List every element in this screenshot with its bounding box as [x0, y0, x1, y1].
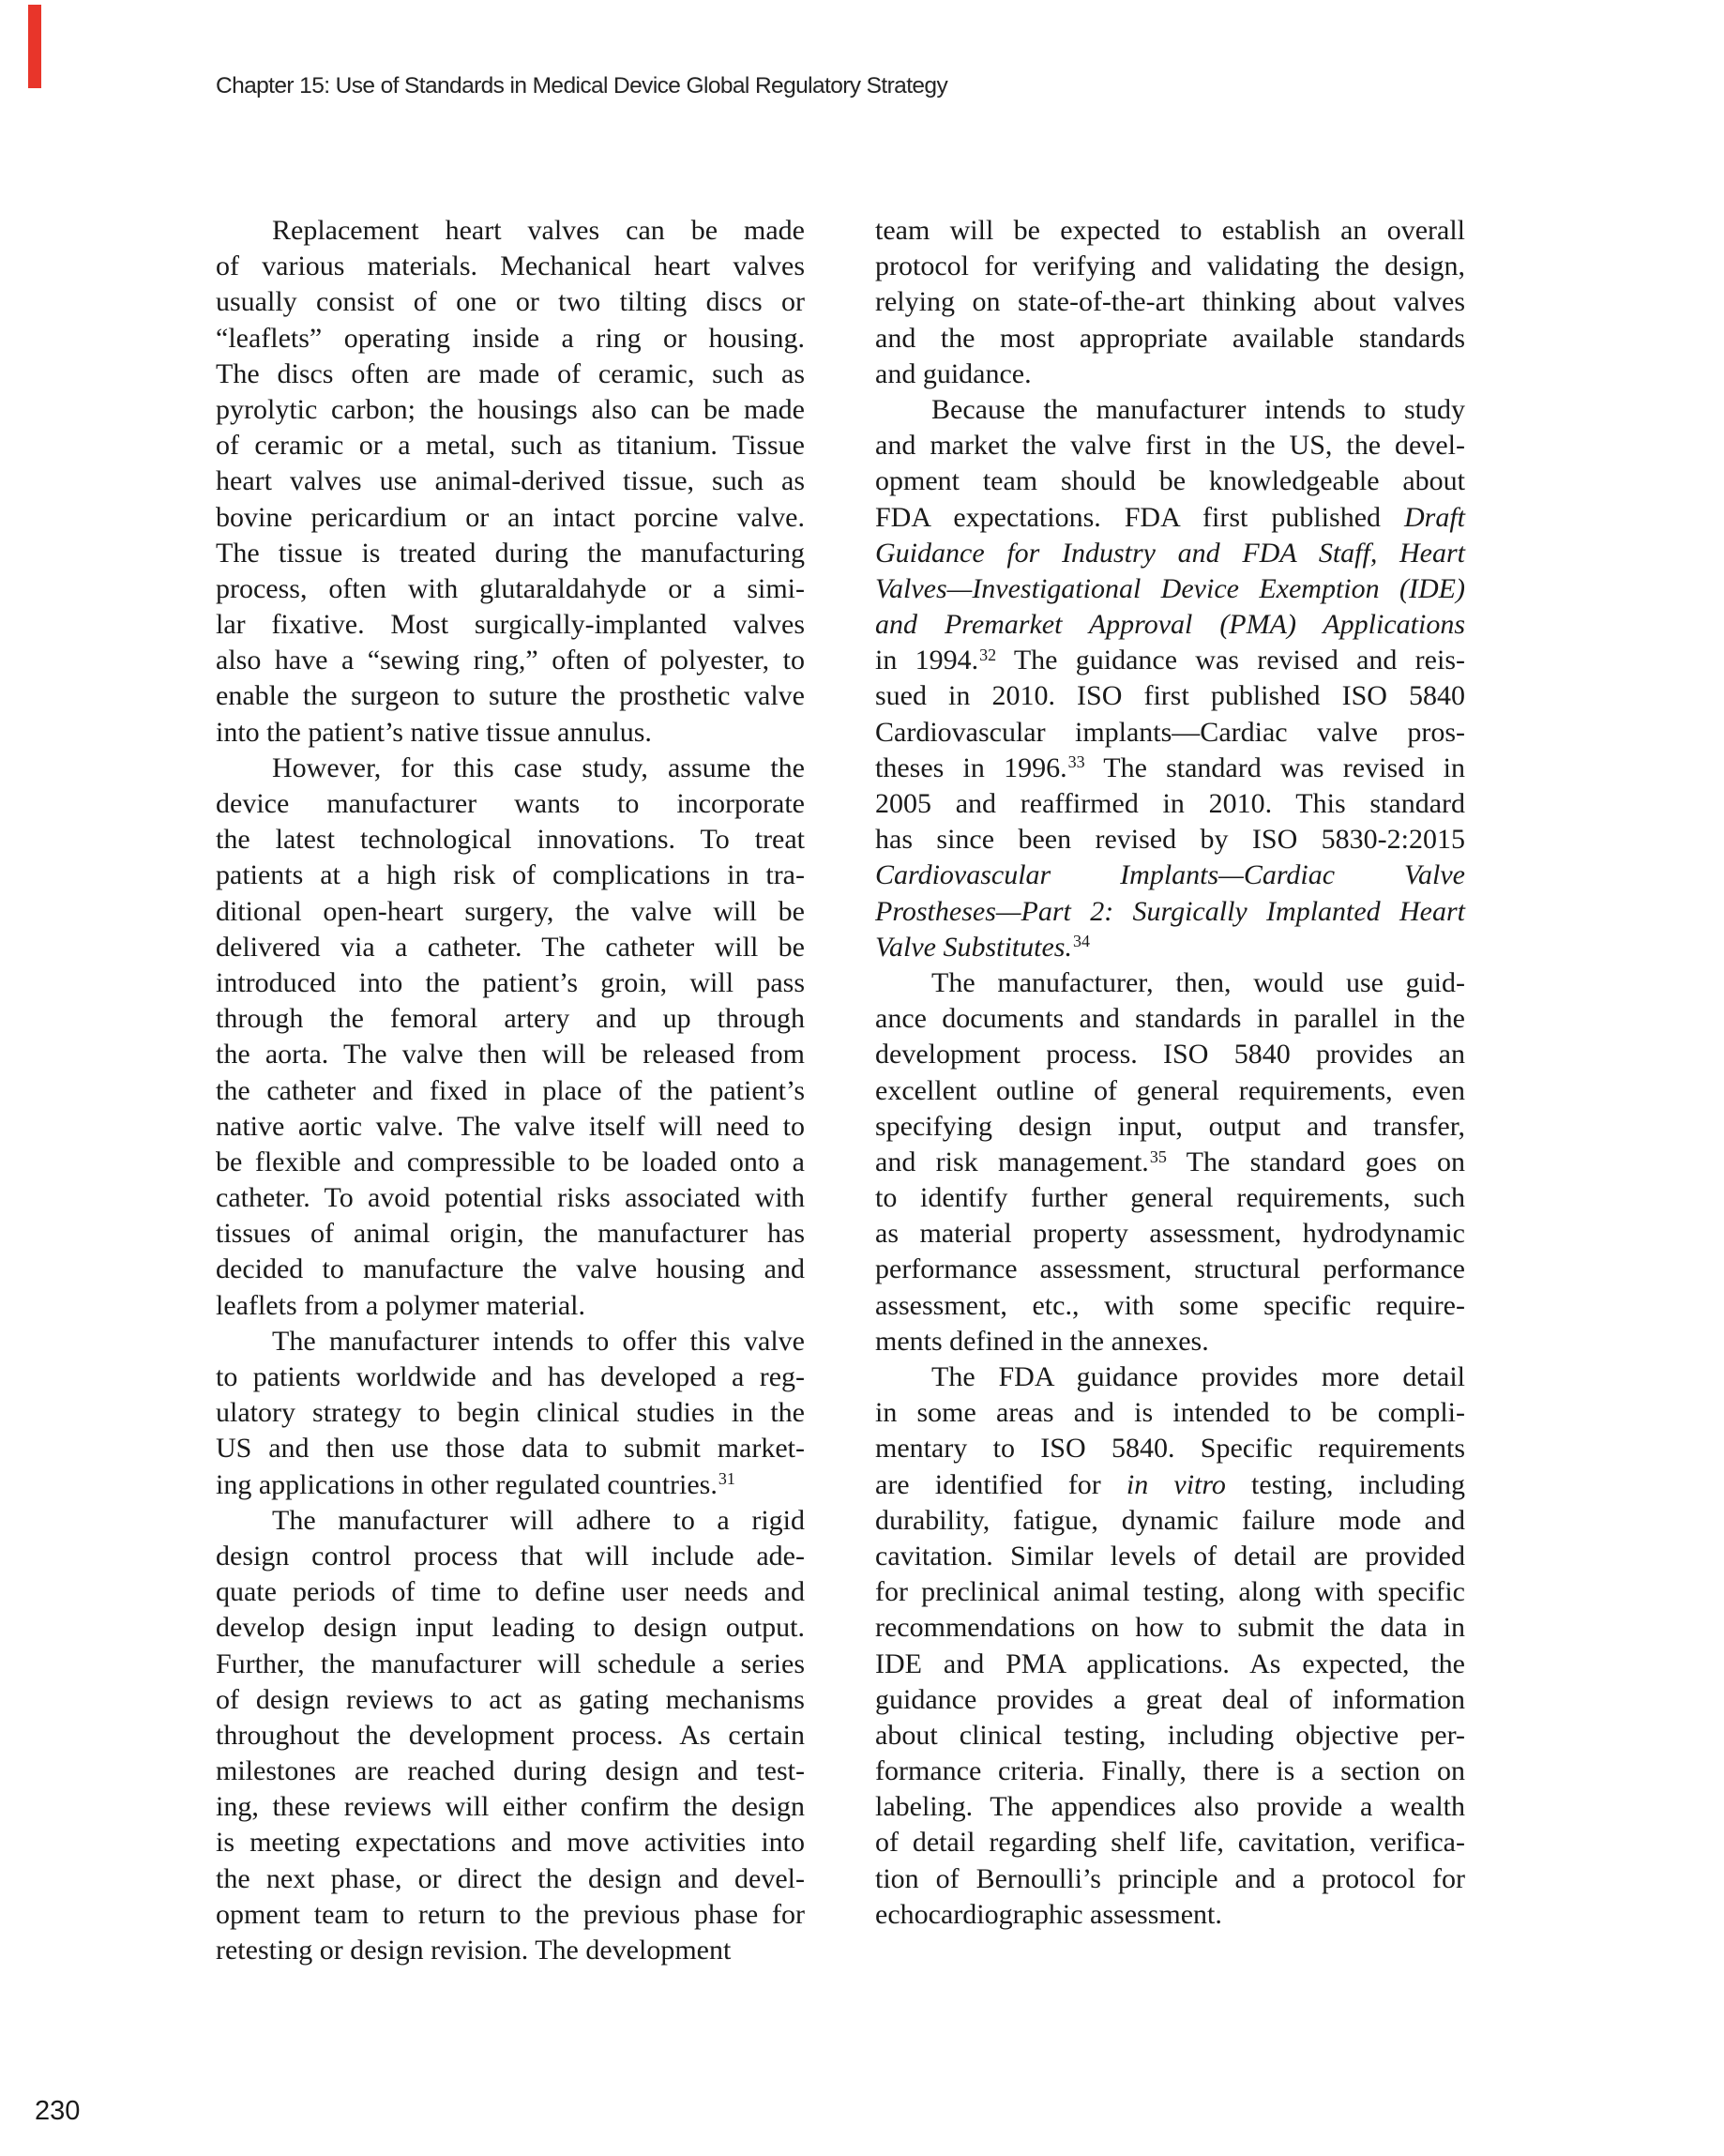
text-line: FDA expectations. FDA first published Draft — [875, 501, 1465, 533]
text-line: protocol for verifying and validating the design, — [875, 251, 1465, 282]
text-line: ing, these reviews will either confirm the design — [216, 1791, 805, 1823]
text-line: and market the valve first in the US, the devel- — [875, 430, 1465, 462]
text-line: Guidance for Industry and FDA Staff, Heart — [875, 537, 1465, 569]
text-line: The FDA guidance provides more detail — [931, 1361, 1465, 1392]
text-line: pyrolytic carbon; the housings also can be made — [216, 393, 805, 425]
text-line: of design reviews to act as gating mechanisms — [216, 1683, 805, 1715]
text-line: usually consist of one or two tilting discs or — [216, 286, 805, 318]
text-line: cavitation. Similar levels of detail are provided — [875, 1540, 1465, 1571]
text-line: and guidance. — [875, 357, 1032, 389]
text-line: The manufacturer, then, would use guid- — [931, 966, 1465, 998]
text-line: theses in 1996.33 The standard was revised in — [875, 752, 1465, 783]
text-line: recommendations on how to submit the data in — [875, 1612, 1465, 1644]
text-line: Further, the manufacturer will schedule a series — [216, 1647, 805, 1679]
text-line: heart valves use animal-derived tissue, such as — [216, 465, 805, 497]
text-line: The tissue is treated during the manufacturing — [216, 537, 805, 569]
text-line: device manufacturer wants to incorporate — [216, 788, 805, 819]
text-line: decided to manufacture the valve housing and — [216, 1253, 805, 1285]
text-line: Valves—Investigational Device Exemption (IDE) — [875, 572, 1465, 604]
text-line: The manufacturer intends to offer this valve — [272, 1325, 805, 1357]
text-line: the catheter and fixed in place of the patient’s — [216, 1074, 805, 1106]
text-line: echocardiographic assessment. — [875, 1898, 1222, 1930]
right-text-column — [875, 213, 1465, 1933]
text-line: into the patient’s native tissue annulus. — [216, 716, 652, 748]
left-text-column — [216, 213, 805, 1968]
text-line: Cardiovascular implants—Cardiac valve pros- — [875, 716, 1465, 748]
text-line: to identify further general requirements, such — [875, 1182, 1465, 1214]
text-line: catheter. To avoid potential risks associated with — [216, 1182, 805, 1214]
text-line: 2005 and reaffirmed in 2010. This standard — [875, 788, 1465, 819]
text-line: formance criteria. Finally, there is a section on — [875, 1755, 1465, 1787]
text-line: in some areas and is intended to be compli- — [875, 1397, 1465, 1429]
chapter-color-tab — [28, 5, 41, 88]
text-line: mentary to ISO 5840. Specific requirements — [875, 1433, 1465, 1465]
text-line: and the most appropriate available standards — [875, 322, 1465, 354]
text-line: Cardiovascular Implants—Cardiac Valve — [875, 859, 1465, 891]
text-line: process, often with glutaraldahyde or a simi- — [216, 572, 805, 604]
text-line: about clinical testing, including objective per- — [875, 1719, 1465, 1751]
text-line: enable the surgeon to suture the prosthetic valve — [216, 680, 805, 712]
text-line: ditional open-heart surgery, the valve will be — [216, 895, 805, 927]
text-line: the latest technological innovations. To treat — [216, 824, 805, 856]
text-line: the next phase, or direct the design and devel- — [216, 1862, 805, 1894]
text-line: quate periods of time to define user needs and — [216, 1576, 805, 1608]
text-line: excellent outline of general requirements, even — [875, 1074, 1465, 1106]
text-line: ments defined in the annexes. — [875, 1325, 1209, 1357]
text-line: and risk management.$^{35}$ The standard goes on — [875, 1146, 1465, 1177]
text-line: native aortic valve. The valve itself will need to — [216, 1110, 805, 1142]
text-line: sued in 2010. ISO first published ISO 5840 — [875, 680, 1465, 712]
text-line: The discs often are made of ceramic, such as — [216, 357, 805, 389]
text-line: durability, fatigue, dynamic failure mode and — [875, 1504, 1465, 1536]
text-line: The manufacturer will adhere to a rigid — [272, 1504, 805, 1536]
text-line: Because the manufacturer intends to study — [931, 393, 1465, 425]
text-line: development process. ISO 5840 provides an — [875, 1039, 1465, 1070]
text-line: as material property assessment, hydrodynamic — [875, 1218, 1465, 1250]
running-header: Chapter 15: Use of Standards in Medical Device Global Regulatory Strategy — [216, 73, 948, 99]
text-line: assessment, etc., with some specific require- — [875, 1289, 1465, 1321]
text-line: guidance provides a great deal of information — [875, 1683, 1465, 1715]
text-line: “leaflets” operating inside a ring or housing. — [216, 322, 805, 354]
text-line: design control process that will include ade- — [216, 1540, 805, 1571]
text-line: through the femoral artery and up through — [216, 1003, 805, 1035]
text-line: specifying design input, output and transfer, — [875, 1110, 1465, 1142]
text-line: leaflets from a polymer material. — [216, 1289, 585, 1321]
text-line: ulatory strategy to begin clinical studies in the — [216, 1397, 805, 1429]
text-line: However, for this case study, assume the — [272, 752, 805, 783]
text-line: introduced into the patient’s groin, will pass — [216, 966, 805, 998]
text-line: delivered via a catheter. The catheter will be — [216, 931, 805, 963]
text-line: lar fixative. Most surgically-implanted valves — [216, 609, 805, 641]
text-line: tissues of animal origin, the manufacturer has — [216, 1218, 805, 1250]
text-line: relying on state-of-the-art thinking about valves — [875, 286, 1465, 318]
text-line: patients at a high risk of complications in tra- — [216, 859, 805, 891]
text-line: of ceramic or a metal, such as titanium. Tissue — [216, 430, 805, 462]
text-line: develop design input leading to design output. — [216, 1612, 805, 1644]
text-line: tion of Bernoulli’s principle and a protocol for — [875, 1862, 1465, 1894]
text-line: opment team should be knowledgeable about — [875, 465, 1465, 497]
text-line: the aorta. The valve then will be released from — [216, 1039, 805, 1070]
text-line: of various materials. Mechanical heart valves — [216, 251, 805, 282]
text-line: ing applications in other regulated countries.$^{31}$ — [216, 1468, 735, 1500]
text-line: throughout the development process. As certain — [216, 1719, 805, 1751]
text-line: to patients worldwide and has developed a reg- — [216, 1361, 805, 1392]
page-number: 230 — [35, 2096, 81, 2126]
text-line: retesting or design revision. The development — [216, 1935, 732, 1966]
text-line: of detail regarding shelf life, cavitation, verifica- — [875, 1827, 1465, 1859]
text-line: labeling. The appendices also provide a wealth — [875, 1791, 1465, 1823]
text-line: in 1994.32 The guidance was revised and reis- — [875, 645, 1465, 676]
text-line: for preclinical animal testing, along with specific — [875, 1576, 1465, 1608]
text-line: performance assessment, structural performance — [875, 1253, 1465, 1285]
text-line: Replacement heart valves can be made — [272, 215, 805, 246]
text-line: also have a “sewing ring,” often of polyester, to — [216, 645, 805, 676]
text-line: and Premarket Approval (PMA) Applications — [875, 609, 1465, 641]
text-line: be flexible and compressible to be loaded onto a — [216, 1146, 805, 1177]
text-line: ance documents and standards in parallel in the — [875, 1003, 1465, 1035]
text-line: IDE and PMA applications. As expected, the — [875, 1647, 1465, 1679]
text-line: has since been revised by ISO 5830-2:2015 — [875, 824, 1465, 856]
text-line: is meeting expectations and move activities into — [216, 1827, 805, 1859]
text-line: milestones are reached during design and test- — [216, 1755, 805, 1787]
text-line: bovine pericardium or an intact porcine valve. — [216, 501, 805, 533]
text-line: Valve Substitutes.$^{34}$ — [875, 931, 1090, 963]
text-line: Prostheses—Part 2: Surgically Implanted Heart — [875, 895, 1465, 927]
text-line: opment team to return to the previous phase for — [216, 1898, 805, 1930]
text-line: US and then use those data to submit market- — [216, 1433, 805, 1465]
text-line: are identified for in vitro testing, including — [875, 1468, 1465, 1500]
text-line: team will be expected to establish an overall — [875, 215, 1465, 246]
